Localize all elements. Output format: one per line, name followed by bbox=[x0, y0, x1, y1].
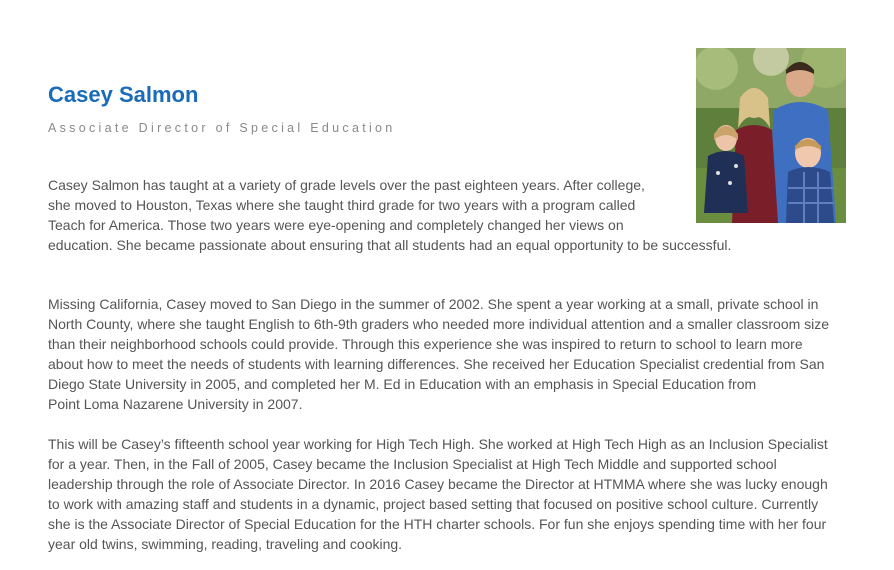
bio-p2-line: about how to meet the needs of students with learning differences. She received her Education Specialist credential from San bbox=[48, 356, 825, 372]
bio-p3-line: This will be Casey’s fifteenth school year working for High Tech High. She worked at High Tech High as an Inclusion Specialist bbox=[48, 436, 828, 452]
bio-p1-line: she moved to Houston, Texas where she taught third grade for two years with a program called bbox=[48, 197, 636, 213]
bio-p1-line: Teach for America. Those two years were eye-opening and completely changed her views on bbox=[48, 217, 624, 233]
bio-p3-line: leadership through the role of Associate Director. In 2016 Casey became the Director at HTMMA where she was lucky enough bbox=[48, 476, 828, 492]
bio-p1-line: Casey Salmon has taught at a variety of grade levels over the past eighteen years. After college, bbox=[48, 177, 645, 193]
bio-paragraph-2 bbox=[48, 294, 829, 414]
bio-p3-line: year old twins, swimming, reading, traveling and cooking. bbox=[48, 536, 403, 552]
bio-paragraph-1 bbox=[48, 175, 731, 255]
bio-p3-line: to work with amazing staff and students in a dynamic, project based setting that focused on positive school culture. Currently bbox=[48, 496, 819, 512]
bio-p2-line: North County, where she taught English to 6th-9th graders who needed more individual attention and a smaller classroom size bbox=[48, 316, 830, 332]
bio-p1-line: education. She became passionate about ensuring that all students had an equal opportunity to be successful. bbox=[48, 237, 732, 253]
bio-p2-line: Missing California, Casey moved to San Diego in the summer of 2002. She spent a year working at a small, private school in bbox=[48, 296, 819, 312]
bio-paragraph-3 bbox=[48, 434, 828, 554]
bio-p3-line: for a year. Then, in the Fall of 2005, Casey became the Inclusion Specialist at High Tech Middle and supported school bbox=[48, 456, 777, 472]
profile-name: Casey Salmon bbox=[48, 82, 199, 107]
bio-p2-line: than their neighborhood schools could provide. Through this experience she was inspired to return to school to learn more bbox=[48, 336, 803, 352]
profile-title: Associate Director of Special Education bbox=[48, 121, 396, 135]
bio-p3-line: she is the Associate Director of Special Education for the HTH charter schools. For fun she enjoys spending time with her four bbox=[48, 516, 827, 532]
bio-p2-line: Point Loma Nazarene University in 2007. bbox=[48, 396, 303, 412]
bio-p2-line: Diego State University in 2005, and completed her M. Ed in Education with an emphasis in Special Education from bbox=[48, 376, 757, 392]
